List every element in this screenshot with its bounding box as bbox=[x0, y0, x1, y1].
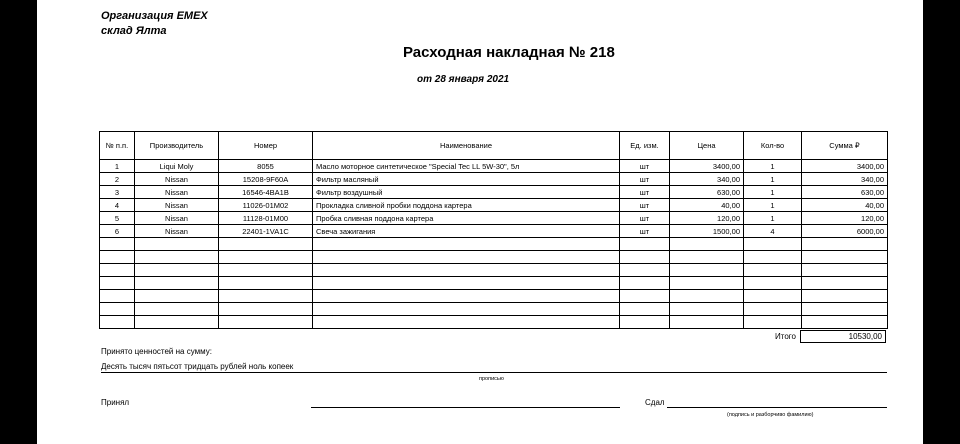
table-cell-qty: 1 bbox=[744, 199, 802, 212]
table-cell-empty bbox=[620, 290, 670, 303]
table-cell-empty bbox=[219, 264, 313, 277]
table-cell-empty bbox=[620, 238, 670, 251]
table-cell-empty bbox=[135, 238, 219, 251]
table-row-empty bbox=[100, 303, 888, 316]
table-cell-empty bbox=[219, 238, 313, 251]
organization-name: Организация EMEX bbox=[101, 10, 208, 22]
table-cell-price: 3400,00 bbox=[670, 160, 744, 173]
col-header-number: Номер bbox=[219, 132, 313, 160]
table-cell-qty: 1 bbox=[744, 160, 802, 173]
table-cell-empty bbox=[744, 303, 802, 316]
table-cell-empty bbox=[670, 251, 744, 264]
table-cell-empty bbox=[744, 264, 802, 277]
table-cell-sum: 120,00 bbox=[802, 212, 888, 225]
table-cell-unit: шт bbox=[620, 225, 670, 238]
table-cell-empty bbox=[313, 290, 620, 303]
table-cell-empty bbox=[100, 316, 135, 329]
table-cell-empty bbox=[313, 251, 620, 264]
total-value: 10530,00 bbox=[800, 330, 886, 343]
col-header-qty: Кол-во bbox=[744, 132, 802, 160]
table-cell-empty bbox=[670, 290, 744, 303]
table-cell-empty bbox=[135, 264, 219, 277]
table-cell-name: Прокладка сливной пробки поддона картера bbox=[313, 199, 620, 212]
table-cell-qty: 1 bbox=[744, 173, 802, 186]
table-cell-empty bbox=[313, 238, 620, 251]
table-cell-name: Пробка сливная поддона картера bbox=[313, 212, 620, 225]
table-cell-maker: Nissan bbox=[135, 199, 219, 212]
table-cell-empty bbox=[670, 303, 744, 316]
table-cell-price: 40,00 bbox=[670, 199, 744, 212]
table-cell-empty bbox=[100, 238, 135, 251]
table-cell-price: 120,00 bbox=[670, 212, 744, 225]
table-cell-empty bbox=[313, 316, 620, 329]
table-cell-empty bbox=[802, 290, 888, 303]
table-row-empty bbox=[100, 277, 888, 290]
table-row bbox=[100, 225, 888, 238]
table-cell-empty bbox=[100, 290, 135, 303]
table-cell-empty bbox=[802, 277, 888, 290]
col-header-index: № п.п. bbox=[100, 132, 135, 160]
invoice-sheet bbox=[37, 0, 923, 444]
table-cell-unit: шт bbox=[620, 199, 670, 212]
col-header-name: Наименование bbox=[313, 132, 620, 160]
table-cell-number: 11128-01M00 bbox=[219, 212, 313, 225]
table-row-empty bbox=[100, 290, 888, 303]
col-header-sum: Сумма ₽ bbox=[802, 132, 888, 160]
table-cell-empty bbox=[744, 290, 802, 303]
table-cell-qty: 1 bbox=[744, 186, 802, 199]
col-header-price: Цена bbox=[670, 132, 744, 160]
col-header-unit: Ед. изм. bbox=[620, 132, 670, 160]
table-cell-n: 3 bbox=[100, 186, 135, 199]
table-cell-empty bbox=[670, 316, 744, 329]
table-cell-maker: Nissan bbox=[135, 225, 219, 238]
table-cell-empty bbox=[313, 277, 620, 290]
table-cell-number: 8055 bbox=[219, 160, 313, 173]
table-row-empty bbox=[100, 238, 888, 251]
signature-caption: (подпись и разборчиво фамилию) bbox=[727, 412, 814, 418]
table-cell-empty bbox=[620, 303, 670, 316]
table-cell-empty bbox=[670, 264, 744, 277]
table-cell-unit: шт bbox=[620, 160, 670, 173]
table-cell-empty bbox=[100, 251, 135, 264]
table-cell-empty bbox=[219, 290, 313, 303]
table-cell-empty bbox=[744, 277, 802, 290]
table-cell-empty bbox=[219, 303, 313, 316]
table-header-row bbox=[100, 132, 888, 160]
table-cell-maker: Nissan bbox=[135, 186, 219, 199]
table-cell-name: Масло моторное синтетическое "Special Tec LL 5W-30", 5л bbox=[313, 160, 620, 173]
table-row-empty bbox=[100, 316, 888, 329]
table-cell-unit: шт bbox=[620, 212, 670, 225]
table-row bbox=[100, 186, 888, 199]
warehouse-name: склад Ялта bbox=[101, 25, 167, 37]
handed-signature-line bbox=[667, 407, 887, 408]
table-cell-empty bbox=[313, 264, 620, 277]
table-cell-name: Фильтр масляный bbox=[313, 173, 620, 186]
table-cell-empty bbox=[620, 316, 670, 329]
table-cell-maker: Nissan bbox=[135, 173, 219, 186]
table-cell-empty bbox=[620, 251, 670, 264]
table-cell-empty bbox=[744, 251, 802, 264]
table-cell-number: 22401-1VA1C bbox=[219, 225, 313, 238]
received-label: Принял bbox=[101, 398, 130, 407]
table-cell-empty bbox=[802, 316, 888, 329]
table-cell-sum: 340,00 bbox=[802, 173, 888, 186]
table-cell-name: Свеча зажигания bbox=[313, 225, 620, 238]
table-cell-sum: 40,00 bbox=[802, 199, 888, 212]
table-row bbox=[100, 173, 888, 186]
sum-in-words-line bbox=[101, 372, 887, 373]
document-date: от 28 января 2021 bbox=[417, 74, 510, 85]
table-cell-sum: 3400,00 bbox=[802, 160, 888, 173]
table-cell-empty bbox=[802, 264, 888, 277]
table-cell-empty bbox=[135, 290, 219, 303]
table-cell-empty bbox=[219, 277, 313, 290]
table-cell-empty bbox=[135, 251, 219, 264]
table-cell-unit: шт bbox=[620, 173, 670, 186]
table-cell-empty bbox=[670, 238, 744, 251]
table-cell-maker: Nissan bbox=[135, 212, 219, 225]
table-cell-empty bbox=[135, 303, 219, 316]
table-cell-empty bbox=[100, 303, 135, 316]
col-header-maker: Производитель bbox=[135, 132, 219, 160]
table-cell-empty bbox=[219, 251, 313, 264]
table-row bbox=[100, 160, 888, 173]
table-cell-empty bbox=[802, 251, 888, 264]
table-row bbox=[100, 199, 888, 212]
table-cell-number: 11026-01M02 bbox=[219, 199, 313, 212]
table-cell-n: 6 bbox=[100, 225, 135, 238]
total-label: Итого bbox=[775, 332, 796, 341]
table-cell-unit: шт bbox=[620, 186, 670, 199]
accepted-sum-label: Принято ценностей на сумму: bbox=[101, 347, 212, 356]
table-cell-sum: 630,00 bbox=[802, 186, 888, 199]
table-cell-n: 1 bbox=[100, 160, 135, 173]
table-cell-empty bbox=[100, 277, 135, 290]
received-signature-line bbox=[311, 407, 620, 408]
table-cell-n: 5 bbox=[100, 212, 135, 225]
table-cell-empty bbox=[620, 264, 670, 277]
table-cell-maker: Liqui Moly bbox=[135, 160, 219, 173]
table-cell-price: 630,00 bbox=[670, 186, 744, 199]
table-cell-qty: 4 bbox=[744, 225, 802, 238]
document-title: Расходная накладная № 218 bbox=[403, 44, 615, 61]
table-cell-n: 4 bbox=[100, 199, 135, 212]
table-cell-empty bbox=[670, 277, 744, 290]
table-cell-empty bbox=[744, 316, 802, 329]
table-row-empty bbox=[100, 251, 888, 264]
table-cell-empty bbox=[620, 277, 670, 290]
in-words-caption: прописью bbox=[479, 376, 504, 382]
table-cell-price: 340,00 bbox=[670, 173, 744, 186]
table-cell-number: 16546-4BA1B bbox=[219, 186, 313, 199]
table-cell-number: 15208-9F60A bbox=[219, 173, 313, 186]
table-cell-empty bbox=[802, 303, 888, 316]
table-cell-empty bbox=[100, 264, 135, 277]
table-cell-empty bbox=[313, 303, 620, 316]
table-cell-sum: 6000,00 bbox=[802, 225, 888, 238]
table-cell-qty: 1 bbox=[744, 212, 802, 225]
table-cell-empty bbox=[802, 238, 888, 251]
table-cell-empty bbox=[219, 316, 313, 329]
table-cell-empty bbox=[744, 238, 802, 251]
sum-in-words: Десять тысяч пятьсот тридцать рублей ноль копеек bbox=[101, 362, 294, 371]
table-row bbox=[100, 212, 888, 225]
table-cell-price: 1500,00 bbox=[670, 225, 744, 238]
table-cell-name: Фильтр воздушный bbox=[313, 186, 620, 199]
table-row-empty bbox=[100, 264, 888, 277]
handed-label: Сдал bbox=[645, 398, 665, 407]
table-cell-empty bbox=[135, 316, 219, 329]
table-cell-empty bbox=[135, 277, 219, 290]
invoice-table bbox=[99, 131, 888, 329]
table-cell-n: 2 bbox=[100, 173, 135, 186]
